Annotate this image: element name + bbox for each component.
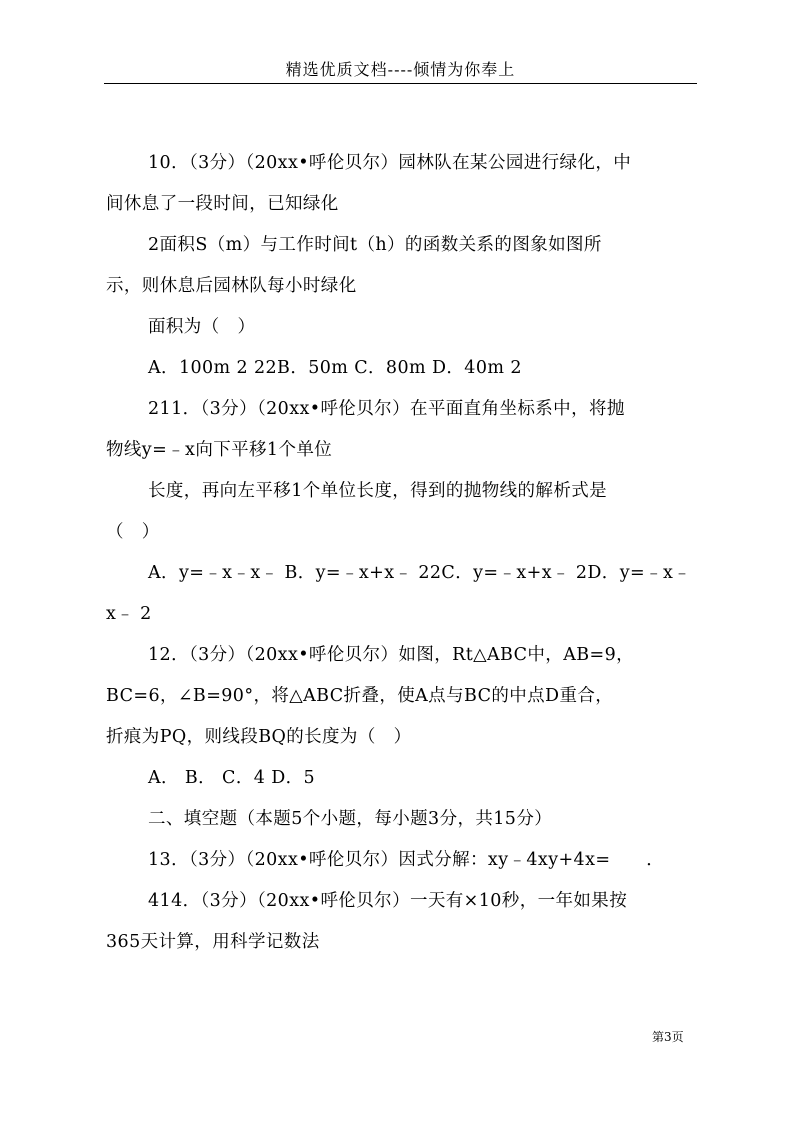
- q12-line-3: 折痕为PQ，则线段BQ的长度为（ ）: [106, 727, 412, 747]
- q12-line-1: 12．（3分）（20xx•呼伦贝尔）如图，Rt△ABC中，AB=9，: [148, 645, 635, 665]
- q13-line-1: 13．（3分）（20xx•呼伦贝尔）因式分解：xy﹣4xy+4x= ．: [148, 850, 665, 870]
- q10-line-2: 间休息了一段时间，已知绿化: [106, 194, 339, 214]
- document-body: [106, 143, 698, 963]
- q12-line-2: BC=6，∠B=90°，将△ABC折叠，使A点与BC的中点D重合，: [106, 686, 614, 706]
- q10-line-3: 2面积S（m）与工作时间t（h）的函数关系的图象如图所: [148, 235, 602, 255]
- q10-line-5: 面积为（ ）: [148, 317, 256, 337]
- q11-line-4: （ ）: [106, 522, 160, 542]
- section-heading-fill-in: 二、填空题（本题5个小题，每小题3分，共15分）: [148, 809, 553, 829]
- q11-options-line-1: A．y=﹣x﹣x﹣ B．y=﹣x+x﹣ 22C．y=﹣x+x﹣ 2D．y=﹣x﹣: [148, 563, 692, 583]
- header-divider: [104, 83, 697, 84]
- q10-line-4: 示，则休息后园林队每小时绿化: [106, 276, 357, 296]
- q14-line-1: 414．（3分）（20xx•呼伦贝尔）一天有×10秒，一年如果按: [148, 891, 628, 911]
- q11-line-3: 长度，再向左平移1个单位长度，得到的抛物线的解析式是: [148, 481, 608, 501]
- q14-line-2: 365天计算，用科学记数法: [106, 932, 320, 952]
- q12-options: A． B． C．4 D．5: [148, 768, 316, 788]
- page-number: 第3页: [652, 1030, 684, 1044]
- q10-options: A．100m 2 22B．50m C．80m D．40m 2: [148, 358, 522, 378]
- q10-line-1: 10．（3分）（20xx•呼伦贝尔）园林队在某公园进行绿化，中: [148, 153, 632, 173]
- page-header-title: 精选优质文档----倾情为你奉上: [285, 60, 516, 79]
- q11-options-line-2: x﹣ 2: [106, 604, 152, 624]
- q11-line-2: 物线y=﹣x向下平移1个单位: [106, 440, 333, 460]
- q11-line-1: 211．（3分）（20xx•呼伦贝尔）在平面直角坐标系中，将抛: [148, 399, 625, 419]
